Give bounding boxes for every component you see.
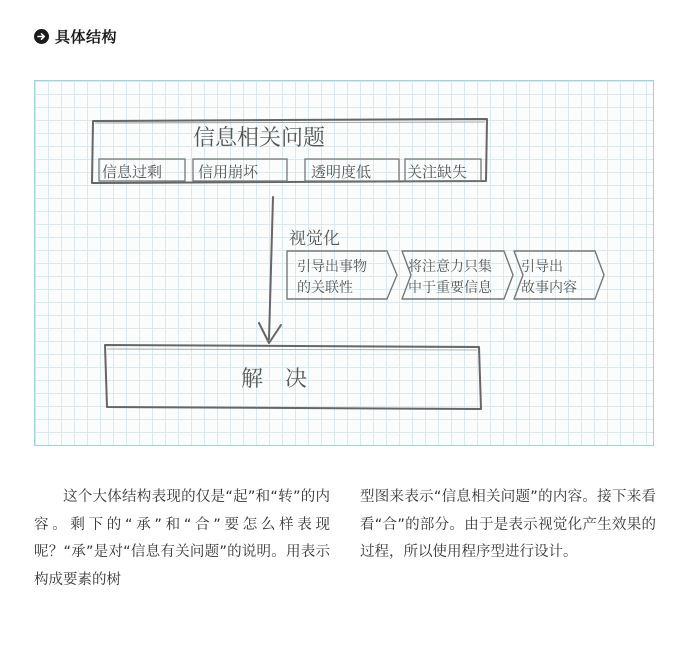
chevron-text: 将注意力只集 — [408, 259, 492, 275]
problem-item: 关注缺失 — [407, 163, 468, 181]
section-header — [34, 24, 117, 48]
chevron-text: 中于重要信息 — [408, 280, 492, 296]
problem-item: 信用崩坏 — [198, 163, 259, 181]
sketch-diagram — [35, 81, 654, 446]
visualization-label: 视觉化 — [289, 229, 340, 249]
chevron-text: 的关联性 — [297, 280, 353, 296]
sketch-figure — [34, 80, 654, 446]
problem-item: 信息过剩 — [102, 163, 163, 181]
problem-item: 透明度低 — [311, 163, 372, 181]
arrow-circle-icon — [34, 29, 49, 44]
section-title: 具体结构 — [55, 27, 118, 46]
top-box-title: 信息相关问题 — [193, 126, 326, 151]
body-text-right: 型图来表示“信息相关问题”的内容。接下来看看“合”的部分。由于是表示视觉化产生效果的过程，所以使用程序型进行设计。 — [360, 489, 656, 560]
chevron-text: 故事内容 — [521, 280, 577, 296]
body-text-left: 这个大体结构表现的仅是“起”和“转”的内容。剩下的“承”和“合”要怎么样表现呢？“承”是对“信息有关问题”的说明。用表示构成要素的树 — [34, 489, 330, 588]
chevron-text: 引导出事物 — [297, 259, 367, 275]
chevron-text: 引导出 — [521, 259, 563, 275]
down-arrow — [269, 197, 273, 339]
solution-text: 解 决 — [241, 367, 308, 392]
